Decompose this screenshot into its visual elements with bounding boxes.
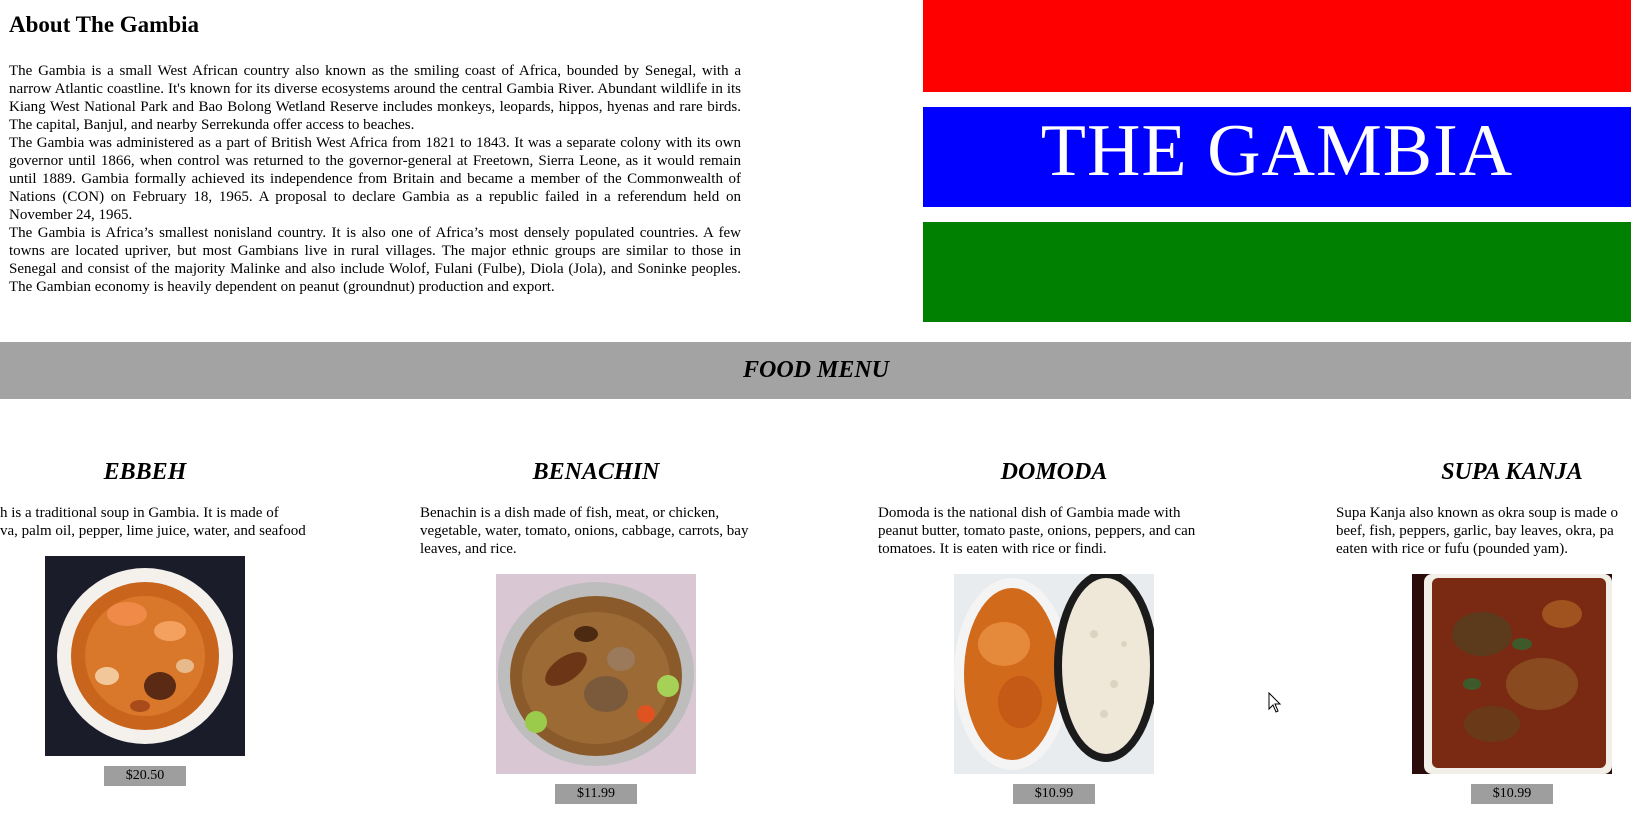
- price-button[interactable]: $10.99: [1013, 784, 1095, 804]
- about-paragraph: The Gambia is a small West African country also known as the smiling coast of Africa, bounded by Senegal, with a narrow Atlantic coastline. It's known for its diverse ecosystems around the central Gambia River. Abundant wildlife in its Kiang West National Park and Bao Bolong Wetland Reserve includes monkeys, leopards, hippos, hyenas and rare birds. The capital, Banjul, and nearby Serrekunda offer access to beaches.: [9, 63, 741, 133]
- price-button[interactable]: $10.99: [1471, 784, 1553, 804]
- top-section: [0, 0, 1631, 330]
- gambia-flag-banner: [923, 0, 1631, 322]
- price-button[interactable]: $20.50: [104, 766, 186, 786]
- about-section: [9, 10, 741, 296]
- peanut-stew-with-rice-photo: [954, 574, 1154, 774]
- dish-name: BENACHIN: [532, 459, 660, 485]
- dish-name: SUPA KANJA: [1441, 459, 1583, 485]
- dish-card-supa-kanja: [1336, 452, 1631, 804]
- food-menu-heading: FOOD MENU: [742, 357, 889, 383]
- about-paragraph: The Gambia is Africa’s smallest nonisland country. It is also one of Africa’s most densely populated countries. A few towns are located upriver, but most Gambians live in rural villages. The major ethnic groups are similar to those in Senegal and consist of the majority Malinke and also include Wolof, Fulani (Fulbe), Diola (Jola), and Soninke peoples. The Gambian economy is heavily dependent on peanut (groundnut) production and export.: [9, 225, 741, 295]
- food-menu-bar: [0, 342, 1631, 399]
- dish-description-line: vegetable, water, tomato, onions, cabbage, carrots, bay: [420, 523, 749, 539]
- dish-name: DOMODA: [1000, 459, 1108, 485]
- dish-description-line: h is a traditional soup in Gambia. It is made of: [0, 505, 279, 521]
- dish-description: [420, 504, 772, 558]
- dish-description-line: tomatoes. It is eaten with rice or findi.: [878, 541, 1107, 557]
- seafood-soup-bowl-photo: [45, 556, 245, 756]
- dish-description: [878, 504, 1230, 558]
- mouse-cursor-icon: [1268, 692, 1282, 714]
- dish-description-line: peanut butter, tomato paste, onions, peppers, and can: [878, 523, 1196, 539]
- dish-description: [1336, 504, 1631, 558]
- flag-band-red: [923, 0, 1631, 92]
- dish-card-domoda: [878, 452, 1230, 804]
- dish-description-line: Benachin is a dish made of fish, meat, or chicken,: [420, 505, 720, 521]
- dish-card-ebbeh: [0, 452, 321, 786]
- dish-description-line: Domoda is the national dish of Gambia made with: [878, 505, 1181, 521]
- dish-description-line: leaves, and rice.: [420, 541, 517, 557]
- price-button[interactable]: $11.99: [555, 784, 637, 804]
- dish-description-line: beef, fish, peppers, garlic, bay leaves, okra, pa: [1336, 523, 1614, 539]
- flag-band-green: [923, 222, 1631, 322]
- about-title: About The Gambia: [9, 12, 200, 37]
- okra-soup-tray-photo: [1412, 574, 1612, 774]
- flag-title: THE GAMBIA: [1040, 110, 1514, 192]
- dish-name: EBBEH: [103, 459, 187, 485]
- dish-description-line: eaten with rice or fufu (pounded yam).: [1336, 541, 1568, 557]
- dish-description: [0, 504, 321, 540]
- about-paragraph: The Gambia was administered as a part of British West Africa from 1821 to 1843. It was a separate colony with its own governor until 1866, when control was returned to the governor-general at Freetown, Sierra Leone, as it would remain until 1889. Gambia formally achieved its independence from Britain and became a member of the Commonwealth of Nations (CON) on February 18, 1965. A proposal to declare Gambia as a republic failed in a referendum held on November 24, 1965.: [9, 135, 741, 223]
- jollof-rice-platter-photo: [496, 574, 696, 774]
- dish-description-line: Supa Kanja also known as okra soup is made o: [1336, 505, 1619, 521]
- dish-card-benachin: [420, 452, 772, 804]
- dish-description-line: va, palm oil, pepper, lime juice, water, and seafood: [0, 523, 306, 539]
